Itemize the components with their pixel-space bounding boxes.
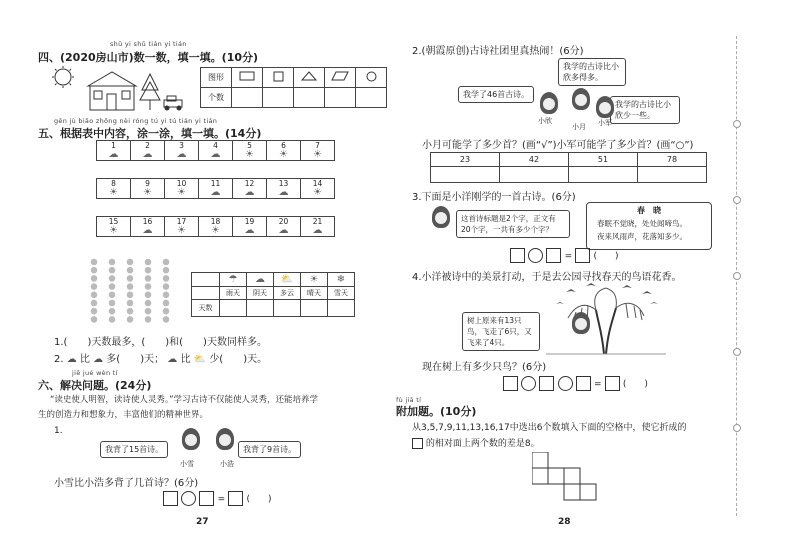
colour-bead[interactable] bbox=[109, 300, 116, 307]
days-cell[interactable] bbox=[328, 300, 355, 317]
xiaoyang-speech-bubble: 这首诗标题是2个字，正文有20个字，一共有多少个字？ bbox=[456, 210, 570, 238]
colour-bead[interactable] bbox=[109, 259, 116, 266]
q5-sub2 bbox=[54, 350, 267, 365]
calendar-day bbox=[233, 179, 267, 199]
poem-line: 夜来风雨声，花落知多少。 bbox=[597, 232, 687, 241]
coloring-columns[interactable] bbox=[86, 258, 178, 324]
overcast-icon: ☁ bbox=[247, 273, 274, 287]
weather-icon: ☁ bbox=[142, 149, 153, 160]
calendar-week-1 bbox=[96, 140, 335, 161]
weather-header: 晴天 bbox=[301, 287, 328, 300]
equals-sign: = bbox=[564, 251, 573, 262]
colour-bead[interactable] bbox=[109, 267, 116, 274]
mark-cell[interactable] bbox=[638, 167, 707, 183]
q3-answer-equation bbox=[510, 248, 619, 263]
small-square-icon bbox=[412, 438, 423, 449]
binding-hole bbox=[733, 424, 741, 432]
blank-corner bbox=[192, 287, 220, 300]
colour-bead[interactable] bbox=[127, 292, 134, 299]
colour-bead[interactable] bbox=[163, 292, 170, 299]
day-number: 17 bbox=[176, 217, 187, 226]
q5-sub2-text: 少( )天。 bbox=[209, 354, 268, 365]
xiaoxin-avatar bbox=[540, 92, 558, 114]
calendar-week-3 bbox=[96, 216, 335, 237]
square-icon bbox=[263, 68, 294, 88]
colour-bead[interactable] bbox=[127, 300, 134, 307]
weather-icon: ☁ bbox=[244, 187, 255, 198]
calendar-day bbox=[97, 141, 131, 161]
weather-icon: ☁ bbox=[108, 149, 119, 160]
answer-box[interactable] bbox=[163, 491, 178, 506]
count-cell[interactable] bbox=[232, 88, 263, 108]
answer-box[interactable] bbox=[228, 491, 243, 506]
xiaoxin-name: 小欣 bbox=[538, 117, 552, 125]
option-value: 78 bbox=[638, 153, 707, 167]
colour-bead[interactable] bbox=[145, 300, 152, 307]
xiaoxue-speech-bubble: 我背了15首诗。 bbox=[100, 441, 168, 458]
xiaoyue-avatar bbox=[572, 88, 590, 110]
day-number: 18 bbox=[210, 217, 221, 226]
q6-question: 小雪比小浩多背了几首诗？(6分) bbox=[54, 478, 199, 489]
left-page-number: 27 bbox=[196, 517, 209, 527]
q6-intro-1: “读史使人明智，读诗使人灵秀。”学习古诗不仅能使人灵秀，还能培养学 bbox=[50, 395, 319, 405]
colour-bead[interactable] bbox=[163, 316, 170, 323]
weather-icon: ☁ bbox=[278, 187, 289, 198]
answer-box[interactable] bbox=[575, 248, 590, 263]
day-number: 4 bbox=[213, 141, 218, 150]
calendar-day bbox=[301, 179, 335, 199]
binding-hole bbox=[733, 120, 741, 128]
day-number: 5 bbox=[247, 141, 252, 150]
colour-bead[interactable] bbox=[91, 259, 98, 266]
day-number: 21 bbox=[312, 217, 323, 226]
colour-bead[interactable] bbox=[91, 300, 98, 307]
xiaohao-speech-bubble: 我背了9首诗。 bbox=[238, 441, 301, 458]
colour-bead[interactable] bbox=[91, 292, 98, 299]
q5-pinyin: gēn jù biǎo zhōng nèi róng tú yi tú tián yi tián bbox=[54, 117, 218, 125]
colour-bead[interactable] bbox=[127, 267, 134, 274]
day-number: 20 bbox=[278, 217, 289, 226]
unit-blank[interactable]: ( ) bbox=[246, 494, 272, 505]
bird-speech-bubble: 树上原来有13只鸟，飞走了6只，又飞来了4只。 bbox=[462, 312, 540, 351]
mark-cell[interactable] bbox=[500, 167, 569, 183]
calendar-day bbox=[233, 217, 267, 237]
calendar-day bbox=[267, 217, 301, 237]
q6-answer-equation bbox=[163, 491, 272, 506]
day-number: 15 bbox=[108, 217, 119, 226]
day-number: 14 bbox=[312, 179, 323, 188]
blank-corner bbox=[192, 273, 220, 287]
mark-cell[interactable] bbox=[431, 167, 500, 183]
bonus-text-2 bbox=[412, 436, 540, 449]
calendar-day bbox=[267, 141, 301, 161]
answer-box[interactable] bbox=[546, 248, 561, 263]
bonus-title: 附加题。(10分) bbox=[396, 405, 477, 418]
parallelogram-icon bbox=[325, 68, 356, 88]
rectangle-icon bbox=[232, 68, 263, 88]
xiaoxue-avatar bbox=[182, 428, 200, 450]
xiaoyue-speech-bubble: 我学的古诗比小欣多得多。 bbox=[558, 58, 626, 86]
bonus-text-1: 从3,5,7,9,11,13,16,17中选出6个数填入下面的空格中，使它折成的 bbox=[412, 423, 687, 433]
day-number: 12 bbox=[244, 179, 255, 188]
colour-bead[interactable] bbox=[127, 275, 134, 282]
q2-question: 小月可能学了多少首？(画“√”)小军可能学了多少首？(画“○”) bbox=[422, 140, 694, 151]
q5-title: 五、根据表中内容，涂一涂，填一填。(14分) bbox=[38, 127, 262, 140]
answer-box[interactable] bbox=[539, 376, 554, 391]
binding-hole bbox=[733, 196, 741, 204]
weather-icon: ☀ bbox=[177, 225, 186, 236]
colour-bead[interactable] bbox=[127, 316, 134, 323]
calendar-day bbox=[199, 217, 233, 237]
count-cell[interactable] bbox=[263, 88, 294, 108]
weather-header: 多云 bbox=[274, 287, 301, 300]
colour-bead[interactable] bbox=[127, 308, 134, 315]
xiaoyue-name: 小月 bbox=[572, 123, 586, 131]
q4r-title: 4.小洋被诗中的美景打动，于是去公园寻找春天的鸟语花香。 bbox=[412, 272, 682, 283]
partly-cloudy-icon: ⛅ bbox=[274, 273, 301, 287]
header-count: 个数 bbox=[201, 88, 232, 108]
unit-blank[interactable]: ( ) bbox=[622, 379, 648, 390]
xiaojun-avatar bbox=[596, 96, 614, 118]
calendar-day bbox=[131, 217, 165, 237]
equals-sign: = bbox=[593, 379, 602, 390]
binding-hole bbox=[733, 348, 741, 356]
weather-icon: ☀ bbox=[245, 149, 254, 160]
day-number: 8 bbox=[111, 179, 116, 188]
cube-net[interactable] bbox=[532, 452, 612, 508]
colour-bead[interactable] bbox=[145, 283, 152, 290]
q5-sub2-text: 多( )天； bbox=[106, 354, 165, 365]
colour-bead[interactable] bbox=[91, 316, 98, 323]
weather-icon: ☀ bbox=[177, 187, 186, 198]
colour-bead[interactable] bbox=[109, 275, 116, 282]
xiaojun-speech-bubble: 我学的古诗比小欣少一些。 bbox=[610, 96, 680, 124]
q4r-answer-equation bbox=[503, 376, 648, 391]
calendar-day bbox=[301, 217, 335, 237]
tree-illustration bbox=[546, 282, 666, 356]
calendar-day bbox=[165, 217, 199, 237]
weather-icon: ☀ bbox=[109, 225, 118, 236]
q6-pinyin: jiě jué wèn tí bbox=[72, 369, 118, 377]
triangle-icon bbox=[294, 68, 325, 88]
weather-icon: ☁ bbox=[244, 225, 255, 236]
xiaohao-avatar bbox=[216, 428, 234, 450]
operator-circle[interactable] bbox=[181, 491, 196, 506]
answer-box[interactable] bbox=[199, 491, 214, 506]
calendar-day bbox=[267, 179, 301, 199]
rain-icon: ☂ bbox=[220, 273, 247, 287]
day-number: 16 bbox=[142, 217, 153, 226]
xiaojun-name: 小军 bbox=[598, 119, 612, 127]
day-number: 9 bbox=[145, 179, 150, 188]
day-number: 2 bbox=[145, 141, 150, 150]
weather-icon: ☁ bbox=[278, 225, 289, 236]
xiaohao-name: 小浩 bbox=[220, 460, 234, 468]
colour-bead[interactable] bbox=[163, 283, 170, 290]
day-number: 11 bbox=[210, 179, 221, 188]
colour-bead[interactable] bbox=[145, 267, 152, 274]
binding-hole bbox=[733, 272, 741, 280]
weather-count-table bbox=[191, 272, 355, 317]
colour-bead[interactable] bbox=[145, 308, 152, 315]
colour-bead[interactable] bbox=[163, 259, 170, 266]
days-cell[interactable] bbox=[301, 300, 328, 317]
days-label: 天数 bbox=[192, 300, 220, 317]
calendar-day bbox=[165, 141, 199, 161]
colour-bead[interactable] bbox=[109, 316, 116, 323]
colour-bead[interactable] bbox=[91, 275, 98, 282]
weather-icon: ☀ bbox=[279, 149, 288, 160]
circle-icon bbox=[356, 68, 387, 88]
colour-bead[interactable] bbox=[91, 283, 98, 290]
answer-box[interactable] bbox=[503, 376, 518, 391]
calendar-day bbox=[199, 179, 233, 199]
days-cell[interactable] bbox=[247, 300, 274, 317]
operator-circle[interactable] bbox=[528, 248, 543, 263]
colour-bead[interactable] bbox=[109, 308, 116, 315]
colour-bead[interactable] bbox=[91, 267, 98, 274]
bonus-text-2-content: 的相对面上两个数的差是8。 bbox=[425, 439, 540, 449]
count-cell[interactable] bbox=[325, 88, 356, 108]
q5-sub2-text: 比 bbox=[79, 354, 90, 365]
q5-sub2-text: 比 bbox=[180, 354, 191, 365]
colour-bead[interactable] bbox=[163, 275, 170, 282]
colour-bead[interactable] bbox=[145, 259, 152, 266]
colour-bead[interactable] bbox=[145, 316, 152, 323]
day-number: 10 bbox=[176, 179, 187, 188]
header-shape: 图形 bbox=[201, 68, 232, 88]
option-value: 23 bbox=[431, 153, 500, 167]
xiaoyang-avatar bbox=[432, 206, 450, 228]
calendar-day bbox=[233, 141, 267, 161]
day-number: 13 bbox=[278, 179, 289, 188]
calendar-day bbox=[97, 179, 131, 199]
q6-item-number: 1. bbox=[54, 426, 63, 436]
weather-icon: ☁ bbox=[312, 225, 323, 236]
right-page-number: 28 bbox=[558, 517, 571, 527]
weather-icon: ☁ bbox=[142, 225, 153, 236]
q5-sub1: 1.( )天数最多，( )和( )天数同样多。 bbox=[54, 337, 267, 348]
colour-bead[interactable] bbox=[127, 259, 134, 266]
sunny-icon: ☀ bbox=[301, 273, 328, 287]
operator-circle[interactable] bbox=[558, 376, 573, 391]
poem-title: 春 晓 bbox=[637, 206, 661, 215]
weather-icon: ☀ bbox=[143, 187, 152, 198]
weather-icon: ☀ bbox=[313, 187, 322, 198]
q6-title: 六、解决问题。(24分) bbox=[38, 379, 152, 392]
bonus-pinyin: fù jiā tí bbox=[396, 396, 422, 404]
weather-icon: ☀ bbox=[313, 149, 322, 160]
partly-cloudy-icon: ⛅ bbox=[193, 354, 207, 365]
xiaoxue-name: 小雪 bbox=[180, 460, 194, 468]
calendar-day bbox=[165, 179, 199, 199]
colour-bead[interactable] bbox=[163, 267, 170, 274]
mark-cell[interactable] bbox=[569, 167, 638, 183]
q5-sub2-num: 2. bbox=[54, 354, 64, 365]
answer-box[interactable] bbox=[510, 248, 525, 263]
weather-icon: ☁ bbox=[210, 149, 221, 160]
colour-bead[interactable] bbox=[91, 308, 98, 315]
calendar-day bbox=[97, 217, 131, 237]
snow-cloud-icon: ☁ bbox=[167, 354, 178, 365]
q6-intro-2: 生的创造力和想象力，丰富他们的精神世界。 bbox=[38, 410, 209, 420]
day-number: 7 bbox=[315, 141, 320, 150]
day-number: 1 bbox=[111, 141, 116, 150]
shape-count-table bbox=[200, 67, 387, 108]
count-cell[interactable] bbox=[356, 88, 387, 108]
unit-blank[interactable]: ( ) bbox=[593, 251, 619, 262]
q4r-question: 现在树上有多少只鸟？(6分) bbox=[422, 362, 547, 373]
count-cell[interactable] bbox=[294, 88, 325, 108]
calendar-day bbox=[199, 141, 233, 161]
calendar-week-2 bbox=[96, 178, 335, 199]
colour-bead[interactable] bbox=[163, 308, 170, 315]
operator-circle[interactable] bbox=[521, 376, 536, 391]
xiaoxin-speech-bubble: 我学了46首古诗。 bbox=[458, 86, 534, 103]
option-value: 42 bbox=[500, 153, 569, 167]
calendar-day bbox=[131, 179, 165, 199]
colour-bead[interactable] bbox=[145, 275, 152, 282]
weather-header: 雨天 bbox=[220, 287, 247, 300]
q2-options-table bbox=[430, 152, 707, 183]
poem-card bbox=[586, 202, 712, 250]
q4-title: 四、(2020房山市)数一数，填一填。(10分) bbox=[38, 51, 259, 64]
house-illustration bbox=[50, 66, 200, 112]
colour-bead[interactable] bbox=[127, 283, 134, 290]
calendar-day bbox=[301, 141, 335, 161]
answer-box[interactable] bbox=[576, 376, 591, 391]
rain-cloud-icon: ☁ bbox=[66, 354, 77, 365]
weather-header: 雪天 bbox=[328, 287, 355, 300]
overcast-icon: ☁ bbox=[93, 354, 104, 365]
colour-bead[interactable] bbox=[109, 292, 116, 299]
poem-line: 春眠不觉晓，处处闻啼鸟。 bbox=[597, 219, 687, 228]
q4-pinyin: shǔ yi shǔ tián yi tián bbox=[110, 40, 187, 48]
calendar-day bbox=[131, 141, 165, 161]
days-cell[interactable] bbox=[220, 300, 247, 317]
q2-title: 2.(朝霞原创)古诗社团里真热闹！(6分) bbox=[412, 46, 584, 57]
weather-icon: ☁ bbox=[176, 149, 187, 160]
equals-sign: = bbox=[217, 494, 226, 505]
day-number: 3 bbox=[179, 141, 184, 150]
colour-bead[interactable] bbox=[163, 300, 170, 307]
weather-header: 阴天 bbox=[247, 287, 274, 300]
child-avatar bbox=[572, 312, 590, 334]
day-number: 6 bbox=[281, 141, 286, 150]
colour-bead[interactable] bbox=[145, 292, 152, 299]
option-value: 51 bbox=[569, 153, 638, 167]
weather-icon: ☀ bbox=[109, 187, 118, 198]
answer-box[interactable] bbox=[605, 376, 620, 391]
days-cell[interactable] bbox=[274, 300, 301, 317]
weather-icon: ☁ bbox=[210, 187, 221, 198]
weather-icon: ☀ bbox=[211, 225, 220, 236]
day-number: 19 bbox=[244, 217, 255, 226]
snow-icon: ❄ bbox=[328, 273, 355, 287]
q3-title: 3.下面是小洋刚学的一首古诗。(6分) bbox=[412, 192, 576, 203]
colour-bead[interactable] bbox=[109, 283, 116, 290]
